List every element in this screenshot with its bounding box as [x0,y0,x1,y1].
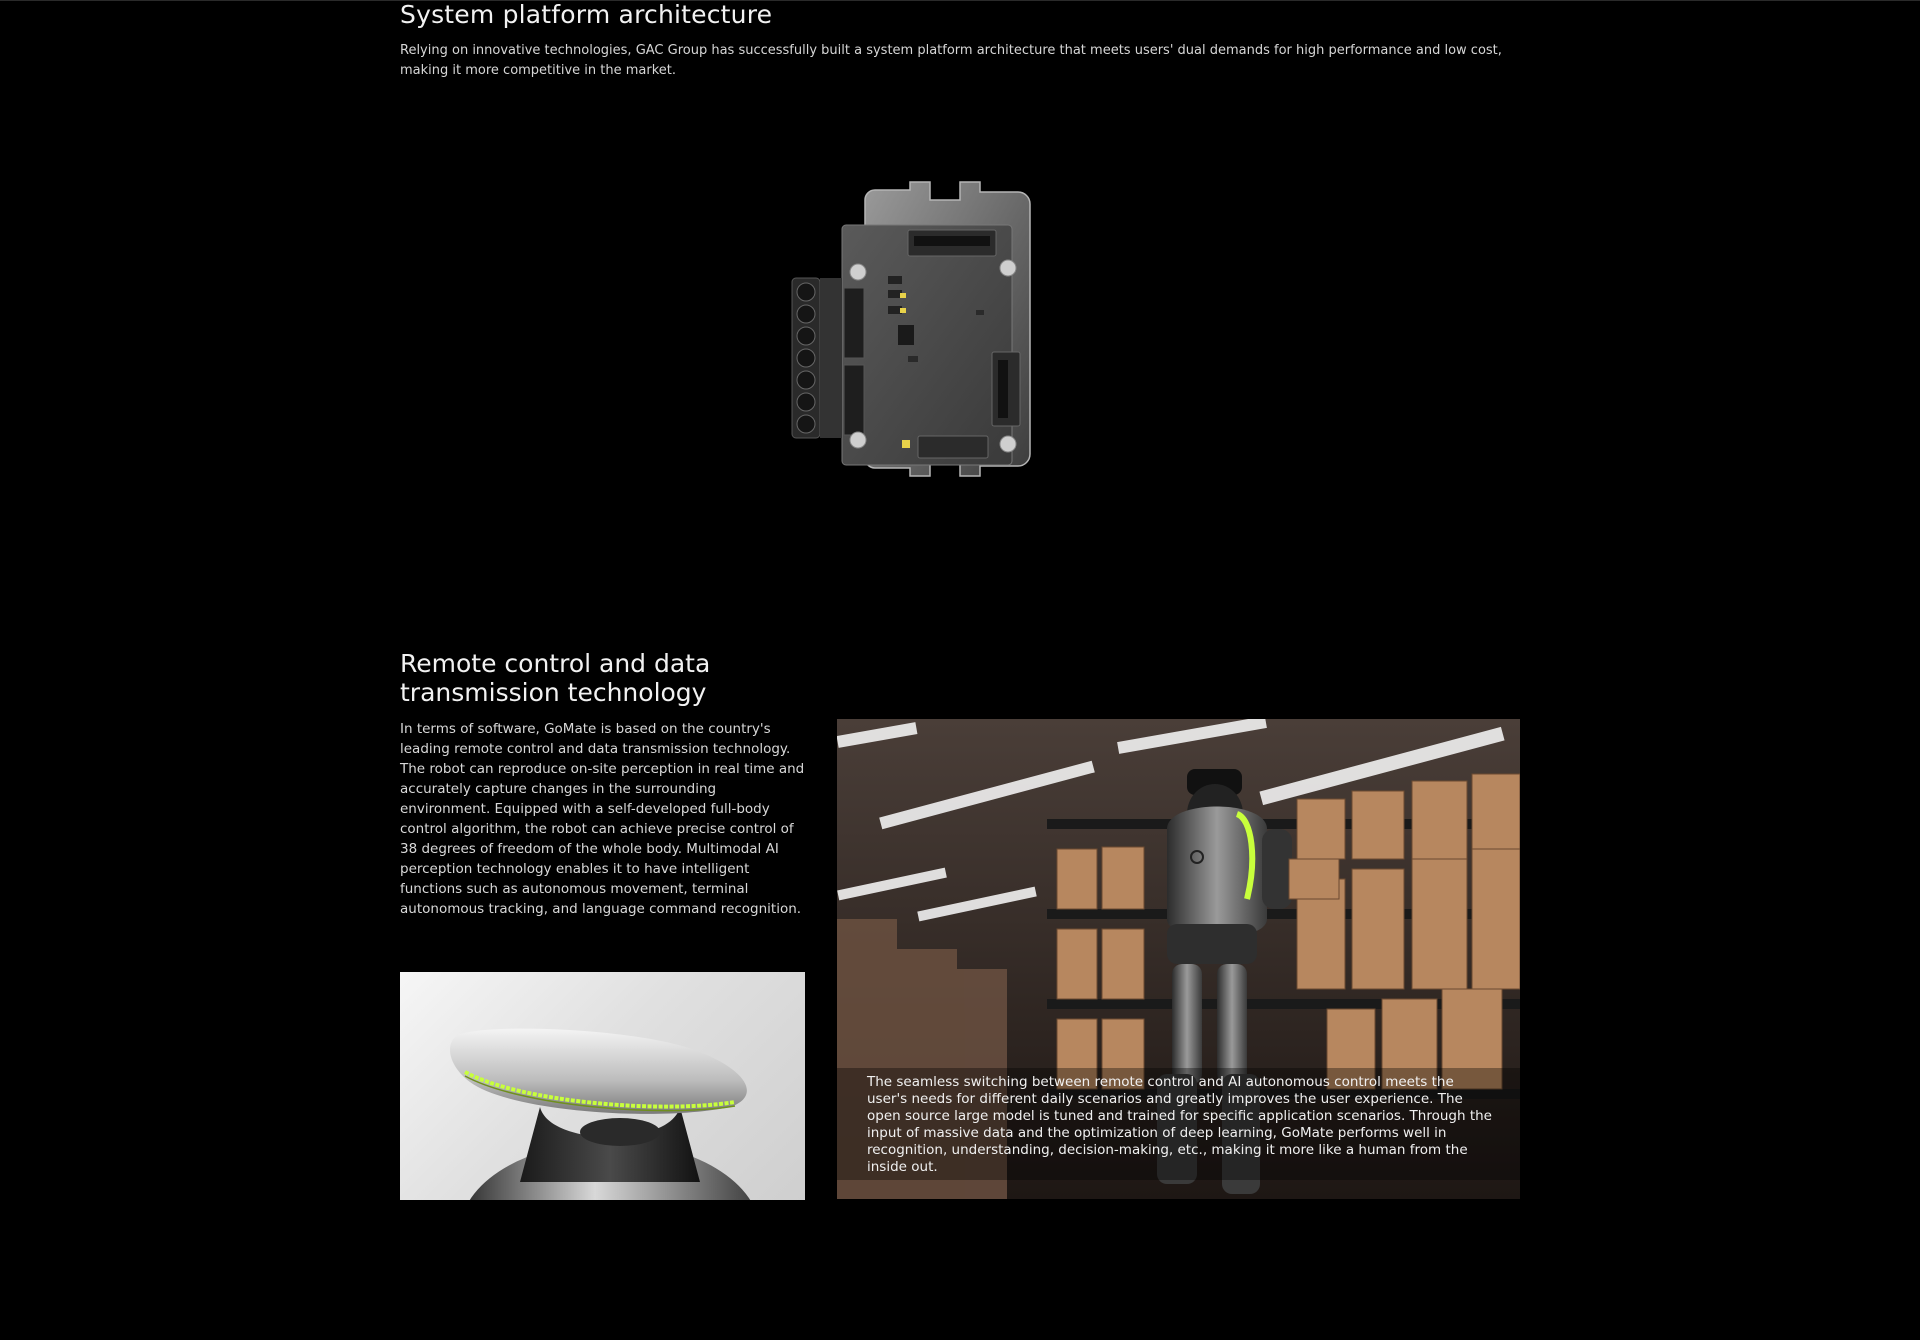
circuit-board-image [780,170,1080,510]
section-description-system-platform: Relying on innovative technologies, GAC Group has successfully built a system platform architecture that meets users' dual demands for high performance and low cost, making it more competitive in the market. [400,43,1502,78]
top-divider [0,0,1920,1]
section-description-remote-control: In terms of software, GoMate is based on the country's leading remote control and data transmission technology. The robot can reproduce on-site perception in real time and accurately capture changes in the surrounding environment. Equipped with a self-developed full-body control algorithm, the robot can achieve precise control of 38 degrees of freedom of the whole body. Multimodal AI perception technology enables it to have intelligent functions such as autonomous movement, terminal autonomous tracking, and language command recognition. [400,721,805,917]
robot-head-image [400,972,805,1200]
section-title-remote-control: Remote control and data transmission technology [400,649,711,707]
section-title-system-platform: System platform architecture [400,0,773,29]
warehouse-image-caption: The seamless switching between remote control and AI autonomous control meets the user's needs for different daily scenarios and greatly improves the user experience. The open source large model is tuned and trained for specific application scenarios. Through the input of massive data and the optimization of deep learning, GoMate performs well in recognition, understanding, decision-making, etc., making it more like a human from the inside out. [867,1074,1492,1175]
